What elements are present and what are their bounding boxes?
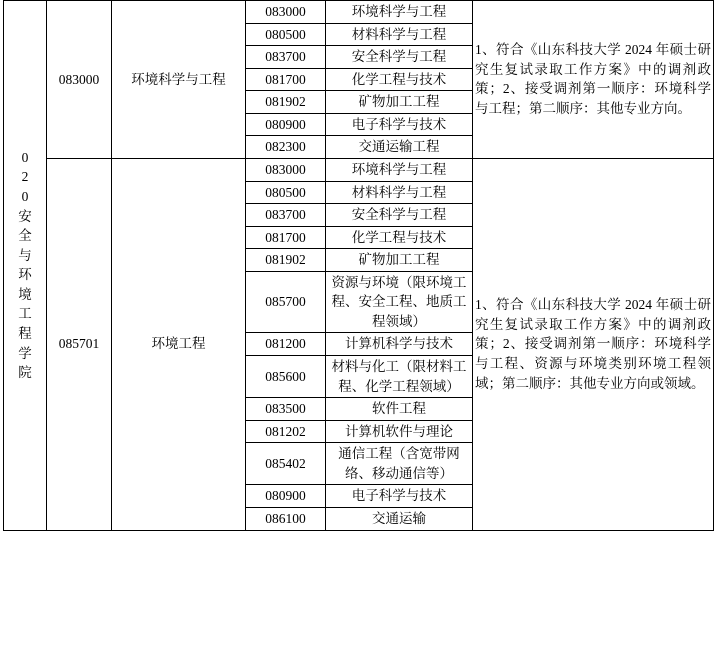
sub-name-cell: 材料科学与工程 [326, 181, 473, 204]
note-cell [473, 158, 714, 530]
sub-code-cell: 081700 [246, 68, 326, 91]
sub-code-cell: 085700 [246, 271, 326, 333]
major-name-cell: 环境科学与工程 [112, 1, 246, 159]
sub-name-cell: 电子科学与技术 [326, 113, 473, 136]
sub-name-cell: 安全科学与工程 [326, 204, 473, 227]
sub-name-cell: 材料科学与工程 [326, 23, 473, 46]
sub-name-cell: 电子科学与技术 [326, 485, 473, 508]
sub-code-cell: 083000 [246, 1, 326, 24]
sub-code-cell: 085600 [246, 356, 326, 398]
sub-name-cell: 环境科学与工程 [326, 1, 473, 24]
sub-code-cell: 081902 [246, 249, 326, 272]
note-cell [473, 1, 714, 159]
sub-name-cell: 矿物加工工程 [326, 91, 473, 114]
sub-code-cell: 083700 [246, 204, 326, 227]
major-code-cell: 083000 [47, 1, 112, 159]
sub-code-cell: 083500 [246, 398, 326, 421]
sub-name-cell: 交通运输工程 [326, 136, 473, 159]
college-char: 工 [18, 306, 32, 322]
sub-code-cell: 081902 [246, 91, 326, 114]
college-cell [4, 1, 47, 531]
sub-name-cell: 化学工程与技术 [326, 226, 473, 249]
sub-name-cell: 矿物加工工程 [326, 249, 473, 272]
adjustment-quota-table [3, 0, 714, 531]
sub-code-cell: 081202 [246, 420, 326, 443]
sub-name-cell: 交通运输 [326, 507, 473, 530]
sub-code-cell: 083000 [246, 158, 326, 181]
sub-name-cell: 计算机软件与理论 [326, 420, 473, 443]
major-code-cell: 085701 [47, 158, 112, 530]
sub-name-cell: 安全科学与工程 [326, 46, 473, 69]
college-char: 学 [18, 345, 32, 361]
table-row [4, 158, 714, 181]
sub-name-cell: 软件工程 [326, 398, 473, 421]
college-char: 全 [18, 228, 32, 244]
sub-code-cell: 082300 [246, 136, 326, 159]
college-char: 院 [18, 365, 32, 381]
sub-code-cell: 086100 [246, 507, 326, 530]
college-char: 程 [18, 325, 32, 341]
sub-code-cell: 080500 [246, 181, 326, 204]
table-row [4, 1, 714, 24]
sub-name-cell: 材料与化工（限材料工程、化学工程领域） [326, 356, 473, 398]
college-char: 安 [18, 208, 32, 224]
sub-code-cell: 081200 [246, 333, 326, 356]
college-char: 与 [18, 247, 32, 263]
major-name-cell: 环境工程 [112, 158, 246, 530]
table-body [4, 1, 714, 531]
college-char: 0 [21, 149, 29, 165]
sub-name-cell: 化学工程与技术 [326, 68, 473, 91]
sub-name-cell: 通信工程（含宽带网络、移动通信等） [326, 443, 473, 485]
note-text: 1、符合《山东科技大学 2024 年硕士研究生复试录取工作方案》中的调剂政策；2、接受调剂第一顺序：环境科学与工程；第二顺序：其他专业方向。 [475, 42, 711, 117]
college-char: 境 [18, 286, 32, 302]
sub-name-cell: 资源与环境（限环境工程、安全工程、地质工程领域） [326, 271, 473, 333]
sub-code-cell: 085402 [246, 443, 326, 485]
sub-code-cell: 083700 [246, 46, 326, 69]
sub-code-cell: 080500 [246, 23, 326, 46]
sub-code-cell: 080900 [246, 485, 326, 508]
sub-code-cell: 080900 [246, 113, 326, 136]
college-char: 2 [21, 169, 29, 185]
college-char: 环 [18, 267, 32, 283]
sub-code-cell: 081700 [246, 226, 326, 249]
college-char: 0 [21, 189, 29, 204]
sub-name-cell: 环境科学与工程 [326, 158, 473, 181]
sub-name-cell: 计算机科学与技术 [326, 333, 473, 356]
note-text: 1、符合《山东科技大学 2024 年硕士研究生复试录取工作方案》中的调剂政策；2、接受调剂第一顺序：环境科学与工程、资源与环境类别环境工程领域；第二顺序：其他专业方向或领域。 [475, 297, 711, 391]
